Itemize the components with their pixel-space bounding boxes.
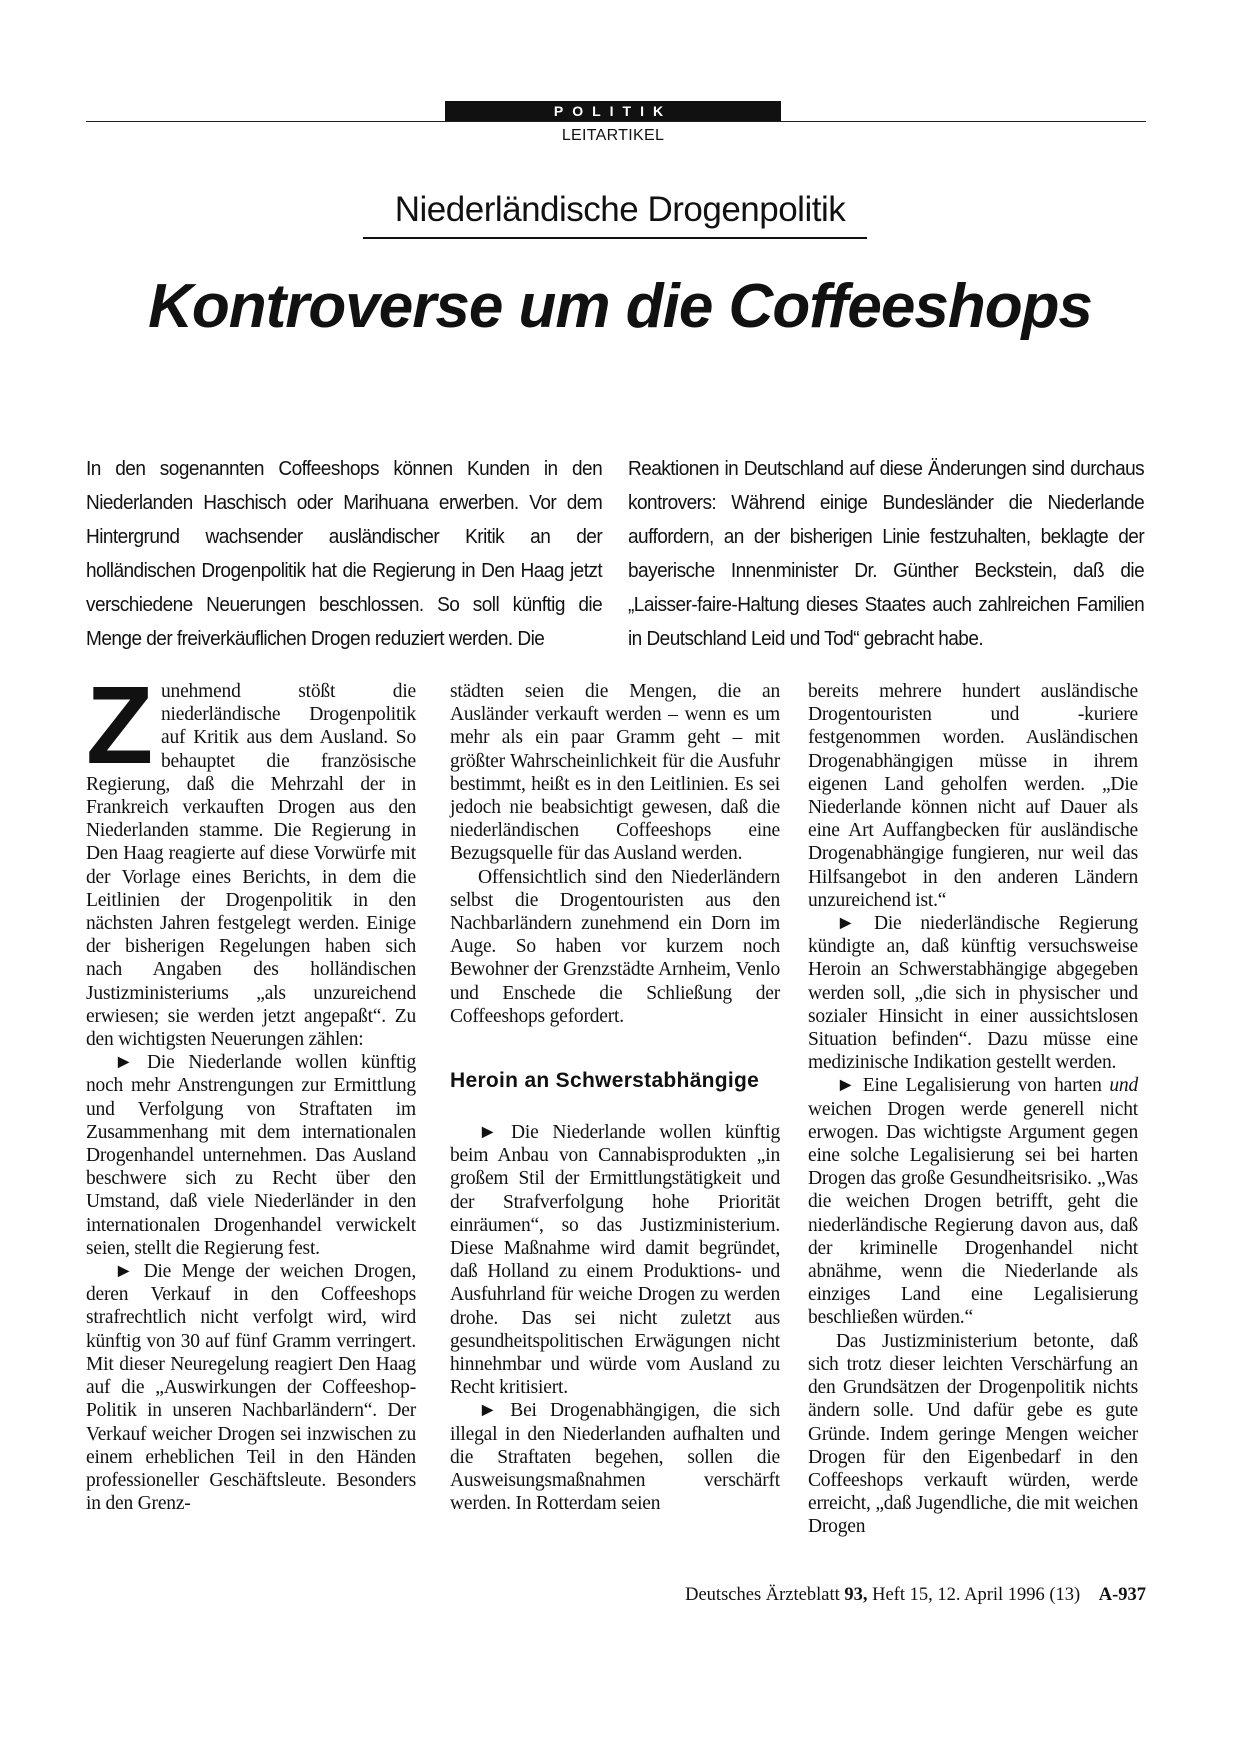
lead-paragraph-left: In den sogenannten Coffeeshops können Kunden in den Niederlanden Haschisch oder Marihuana erwerben. Vor dem Hintergrund wachsender ausländischer Kritik an der holländischen Drogenpolitik hat die Regierung in Den Haag jetzt verschiedene Neuerungen beschlossen. So soll künftig die Menge der freiverkäuflichen Drogen reduziert werden. Die [86,457,603,650]
body-paragraph: Offensichtlich sind den Niederländern selbst die Drogentouristen aus den Nachbarländern zunehmend ein Dorn im Auge. So haben vor kurzem noch Bewohner der Grenzstädte Arnheim, Venlo und Enschede die Schließung der Coffeeshops gefordert. [450,866,780,1027]
article-subheading: Heroin an Schwerstabhängige [450,1069,760,1093]
body-paragraph: ► Die Niederlande wollen künftig noch mehr Anstrengungen zur Ermittlung und Verfolgung von Straftaten im Zusammenhang mit dem internationalen Drogenhandel unternehmen. Das Ausland beschwere sich zu Recht über den Umstand, daß viele Niederländer in den internationalen Drogenhandel verwickelt seien, stellt die Regierung fest. [86,1052,416,1259]
journal-volume: 93, [844,1585,868,1605]
body-paragraph: ► Eine Legalisierung von harten und weichen Drogen werde generell nicht erwogen. Das wichtigste Argument gegen eine solche Legalisierung sei bei harten Drogen das große Gesundheitsrisiko. „Was die weichen Drogen betrifft, geht die niederländische Regierung davon aus, daß der kriminelle Drogenhandel nicht abnähme, wenn die Niederlande als einziges Land eine Legalisierung beschließen würden.“ [808,1075,1138,1329]
page-footer [600,1585,1146,1606]
body-paragraph: Das Justizministerium betonte, daß sich trotz dieser leichten Verschärfung an den Grundsätzen der Drogenpolitik nichts ändern solle. Und dafür gebe es gute Gründe. Indem geringe Mengen weicher Drogen für den Eigenbedarf in den Coffeeshops verkauft würden, werde erreicht, „daß Jugendliche, die mit weichen Drogen [808,1330,1138,1538]
subsection-label: LEITARTIKEL [561,127,665,144]
body-paragraph: ► Die Niederlande wollen künftig beim Anbau von Cannabisprodukten „in großem Stil der Ermittlungstätigkeit und der Strafverfolgung hohe Priorität einräumen“, so das Justizministerium. Diese Maßnahme wird damit begründet, daß Holland zu einem Produktions- und Ausfuhrland für weiche Drogen zu werden drohe. Das sei nicht zuletzt aus gesundheitspolitischen Erwägungen nicht hinnehmbar und würde vom Ausland zu Recht kritisiert. [450,1122,780,1399]
kicker-underline [363,237,867,239]
article-kicker: Niederländische Drogenpolitik [394,190,846,229]
issue-info: Heft 15, 12. April 1996 (13) [872,1585,1081,1605]
body-paragraph: bereits mehrere hundert ausländische Drogentouristen und -kuriere festgenommen worden. Ausländischen Drogenabhängigen müsse in ihrem eigenen Land geholfen werden. „Die Niederlande können nicht auf Dauer als eine Art Auffangbecken für ausländische Drogenabhängige fungieren, nur weil das Hilfsangebot in den anderen Ländern unzureichend ist.“ [808,681,1138,911]
body-paragraph: ► Bei Drogenabhängigen, die sich illegal in den Niederlanden aufhalten und die Straftaten begehen, sollen die Ausweisungsmaßnahmen verschärft werden. In Rotterdam seien [450,1400,780,1515]
body-paragraph: Zunehmend stößt die niederländische Drogenpolitik auf Kritik aus dem Ausland. So behauptet die französische Regierung, daß die Mehrzahl der in Frankreich verkauften Drogen aus den Niederlanden stamme. Die Regierung in Den Haag reagierte auf diese Vorwürfe mit der Vorlage eines Berichts, in dem die Leitlinien der Drogenpolitik in den nächsten Jahren festgelegt werden. Einige der bisherigen Regelungen haben sich nach Angaben des holländischen Justizministeriums „als unzureichend erwiesen; sie werden jetzt angepaßt“. Zu den wichtigsten Neuerungen zählen: [86,664,416,1051]
body-column-1 [86,664,416,1515]
article-headline: Kontroverse um die Coffeeshops [148,272,1092,341]
journal-name: Deutsches Ärzteblatt [685,1585,840,1605]
header-rule [86,121,1146,122]
body-paragraph: ► Die Menge der weichen Drogen, deren Verkauf in den Coffeeshops strafrechtlich nicht verfolgt wird, wird künftig von 30 auf fünf Gramm verringert. Mit dieser Neuregelung reagiert Den Haag auf die „Auswirkungen der Coffeeshop-Politik in unseren Nachbarländern“. Der Verkauf weicher Drogen sei inzwischen zu einem erheblichen Teil in den Händen professioneller Geschäftsleute. Besonders in den Grenz- [86,1261,416,1515]
body-paragraph: ► Die niederländische Regierung kündigte an, daß künftig versuchsweise Heroin an Schwerstabhängige abgegeben werden soll, „die sich in physischer und sozialer Hinsicht in einer aussichtslosen Situation befinden“. Dazu müsse eine medizinische Indikation gestellt werden. [808,913,1138,1074]
body-paragraph: städten seien die Mengen, die an Ausländer verkauft werden – wenn es um mehr als ein paar Gramm geht – mit größter Wahrscheinlichkeit für die Ausfuhr bestimmt, heißt es in den Leitlinien. Es sei jedoch nie beabsichtigt gewesen, daß die niederländischen Coffeeshops eine Bezugsquelle für das Ausland werden. [450,681,780,865]
lead-paragraph-right: Reaktionen in Deutschland auf diese Änderungen sind durchaus kontrovers: Während einige Bundesländer die Niederlande auffordern, an der bisherigen Linie festzuhalten, beklagte der bayerische Innenminister Dr. Günther Beckstein, daß die „Laisser-faire-Haltung dieses Staates auch zahlreichen Familien in Deutschland Leid und Tod“ gebracht habe. [628,457,1145,650]
body-column-2 [450,680,780,1516]
section-label: POLITIK [445,101,781,121]
body-column-3 [808,680,1138,1539]
drop-cap: Z [86,664,153,787]
page-number: A-937 [1098,1585,1146,1605]
